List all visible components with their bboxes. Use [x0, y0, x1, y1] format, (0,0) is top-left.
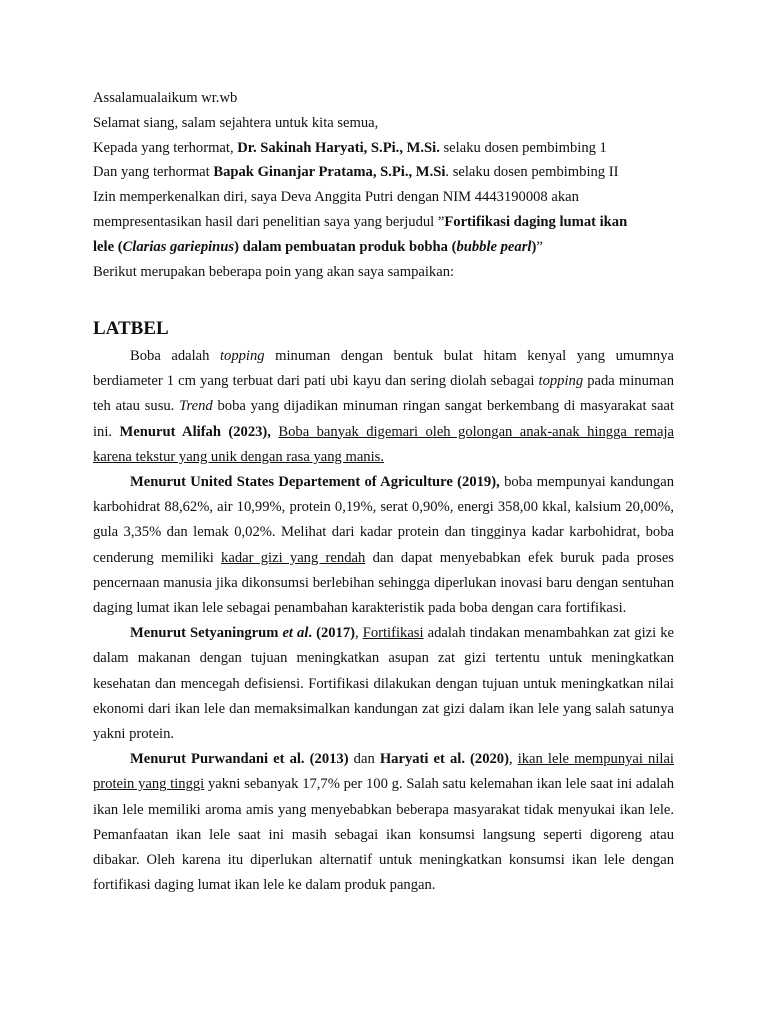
paragraph-text: , [508, 751, 518, 768]
greeting-text: Berikut merupakan beberapa poin yang akan saya sampaikan: [93, 263, 455, 280]
paragraph-text: yakni sebanyak 17,7% per 100 g. Salah satu kelemahan ikan lele saat ini adalah ikan lele memiliki aroma amis yang menyebabkan beberapa masyarakat tidak menyukai ikan lele. Pemanfaatan ikan lele saat ini masih sebagai ikan konsumsi langsung seperti digoreng atau dibakar. Oleh karena itu diperlukan alternatif untuk meningkatkan konsumsi ikan lele dengan fortifikasi daging lumat ikan lele ke dalam produk pangan. [93, 776, 675, 894]
paragraph-text: pada minuman teh atau susu. [93, 373, 674, 415]
research-title-part: lele ( [93, 238, 123, 255]
research-title-part: ) [531, 238, 537, 255]
greeting-block [93, 86, 683, 284]
underlined-text: ikan lele mempunyai nilai protein yang tinggi [93, 751, 674, 793]
paragraph-text: Boba adalah [130, 348, 220, 364]
underlined-text: Boba banyak digemari oleh golongan anak-anak hingga remaja karena tekstur yang unik dengan rasa yang manis. [93, 423, 674, 465]
species-name: Clarias gariepinus [122, 238, 235, 255]
paragraph-text: Trend [179, 398, 213, 415]
greeting-line [93, 111, 683, 136]
citation: Menurut United States Departement of Agriculture (2019), [130, 474, 500, 491]
paragraph-text: dan [348, 751, 380, 768]
greeting-text: . selaku dosen pembimbing II [445, 164, 619, 181]
paragraph-2 [93, 470, 674, 621]
paragraph-text: topping [538, 373, 584, 390]
advisor-2-name: Bapak Ginanjar Pratama, S.Pi., M.Si [213, 164, 446, 181]
greeting-text: selaku dosen pembimbing 1 [439, 139, 607, 156]
paragraph-1 [93, 344, 674, 470]
section-heading: LATBEL [93, 318, 169, 339]
citation: Haryati et al. (2020) [379, 751, 509, 768]
research-title-part: ) dalam pembuatan produk bobha ( [234, 238, 457, 255]
introduction-line [93, 185, 683, 210]
paragraph-text: boba yang dijadikan minuman ringan sangat berkembang di masyarakat saat ini. [93, 398, 674, 440]
citation-part: . (2017) [308, 625, 356, 642]
paragraph-text: topping [219, 348, 265, 364]
agenda-intro-line [93, 260, 683, 285]
research-title [93, 239, 536, 255]
closing-quote: ” [536, 238, 543, 255]
research-title-line [93, 235, 683, 260]
citation [130, 625, 355, 641]
paragraph-text: dan dapat menyebabkan efek buruk pada proses pencernaan manusia jika dikonsumsi berlebihan sehingga diperlukan inovasi baru dengan sentuhan daging lumat ikan lele sebagai penambahan karakteristik pada boba dengan cara fortifikasi. [93, 549, 674, 617]
research-title: Fortifikasi daging lumat ikan [444, 213, 628, 230]
paragraph-text: boba mempunyai kandungan karbohidrat 88,62%, air 10,99%, protein 0,19%, serat 0,90%, energi 358,00 kkal, kalsium 20,00%, gula 3,35% dan lemak 0,02%. Melihat dari kadar protein dan tingginya kadar karbohidrat, boba cenderung memiliki [93, 474, 675, 566]
greeting-text: Assalamualaikum wr.wb [93, 90, 238, 106]
underlined-text: kadar gizi yang rendah [221, 549, 366, 566]
greeting-text: Dan yang terhormat [93, 164, 214, 181]
paragraph-text: , [355, 625, 363, 642]
underlined-text: Fortifikasi [362, 625, 424, 642]
greeting-text: Selamat siang, salam sejahtera untuk kita semua, [93, 114, 379, 131]
citation-part: Menurut Setyaningrum [130, 625, 283, 642]
paragraph-3 [93, 621, 674, 747]
research-title-line [93, 210, 683, 235]
advisor-2-line [93, 160, 683, 185]
section-body [93, 344, 674, 898]
greeting-text: Izin memperkenalkan diri, saya Deva Anggita Putri dengan NIM 4443190008 akan [93, 189, 579, 206]
advisor-1-name: Dr. Sakinah Haryati, S.Pi., M.Si. [237, 139, 440, 156]
citation-part: et al [282, 625, 309, 642]
greeting-text: mempresentasikan hasil dari penelitian saya yang berjudul ” [93, 213, 445, 230]
citation: Menurut Alifah (2023), [119, 423, 271, 440]
advisor-1-line [93, 136, 683, 161]
research-title-part: bubble pearl [456, 238, 532, 255]
greeting-line [93, 86, 683, 111]
paragraph-text: adalah tindakan menambahkan zat gizi ke dalam makanan dengan tujuan meningkatkan asupan zat gizi tertentu untuk meningkatkan kesehatan dan mencegah defisiensi. Fortifikasi dilakukan dengan tujuan untuk meningkatkan nilai ekonomi dari ikan lele dan memaksimalkan kandungan zat gizi dalam ikan lele yang salah satunya yakni protein. [93, 625, 674, 743]
paragraph-text: minuman dengan bentuk bulat hitam kenyal yang umumnya berdiameter 1 cm yang terbuat dari pati ubi kayu dan sering diolah sebagai [93, 348, 674, 390]
greeting-text: Kepada yang terhormat, [93, 139, 238, 156]
citation: Menurut Purwandani et al. (2013) [130, 751, 349, 768]
paragraph-4 [93, 747, 674, 898]
